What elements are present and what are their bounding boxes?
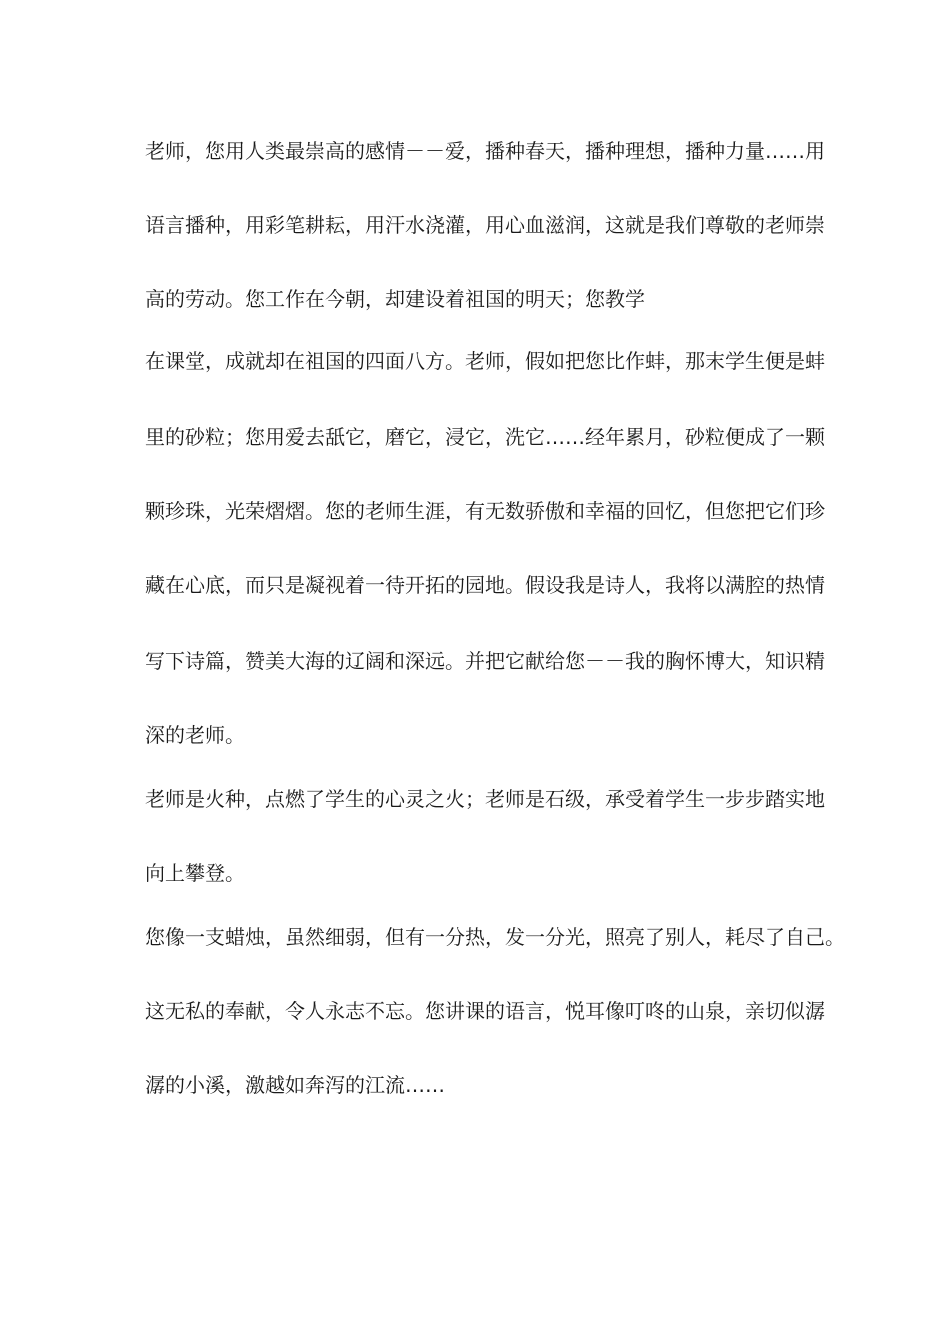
text-line: 深的老师。	[145, 723, 245, 747]
text-line: 老师是火种，点燃了学生的心灵之火；老师是石级，承受着学生一步步踏实地	[145, 787, 825, 811]
text-line: 在课堂，成就却在祖国的四面八方。老师，假如把您比作蚌，那末学生便是蚌	[145, 349, 825, 373]
text-line: 语言播种，用彩笔耕耘，用汗水浇灌，用心血滋润，这就是我们尊敬的老师崇	[145, 213, 825, 237]
text-line: 藏在心底，而只是凝视着一待开拓的园地。假设我是诗人，我将以满腔的热情	[145, 573, 825, 597]
text-line: 向上攀登。	[145, 861, 245, 885]
text-line: 颗珍珠，光荣熠熠。您的老师生涯，有无数骄傲和幸福的回忆，但您把它们珍	[145, 499, 825, 523]
text-line: 高的劳动。您工作在今朝，却建设着祖国的明天；您教学	[145, 287, 645, 311]
text-line: 写下诗篇，赞美大海的辽阔和深远。并把它献给您－－我的胸怀博大，知识精	[145, 649, 825, 673]
text-line: 您像一支蜡烛，虽然细弱，但有一分热，发一分光，照亮了别人，耗尽了自己。	[145, 925, 845, 949]
text-line: 潺的小溪，激越如奔泻的江流……	[145, 1073, 445, 1097]
text-line: 老师，您用人类最崇高的感情－－爱，播种春天，播种理想，播种力量……用	[145, 139, 825, 163]
text-line: 里的砂粒；您用爱去舐它，磨它，浸它，洗它……经年累月，砂粒便成了一颗	[145, 425, 825, 449]
text-line: 这无私的奉献，令人永志不忘。您讲课的语言，悦耳像叮咚的山泉，亲切似潺	[145, 999, 825, 1023]
